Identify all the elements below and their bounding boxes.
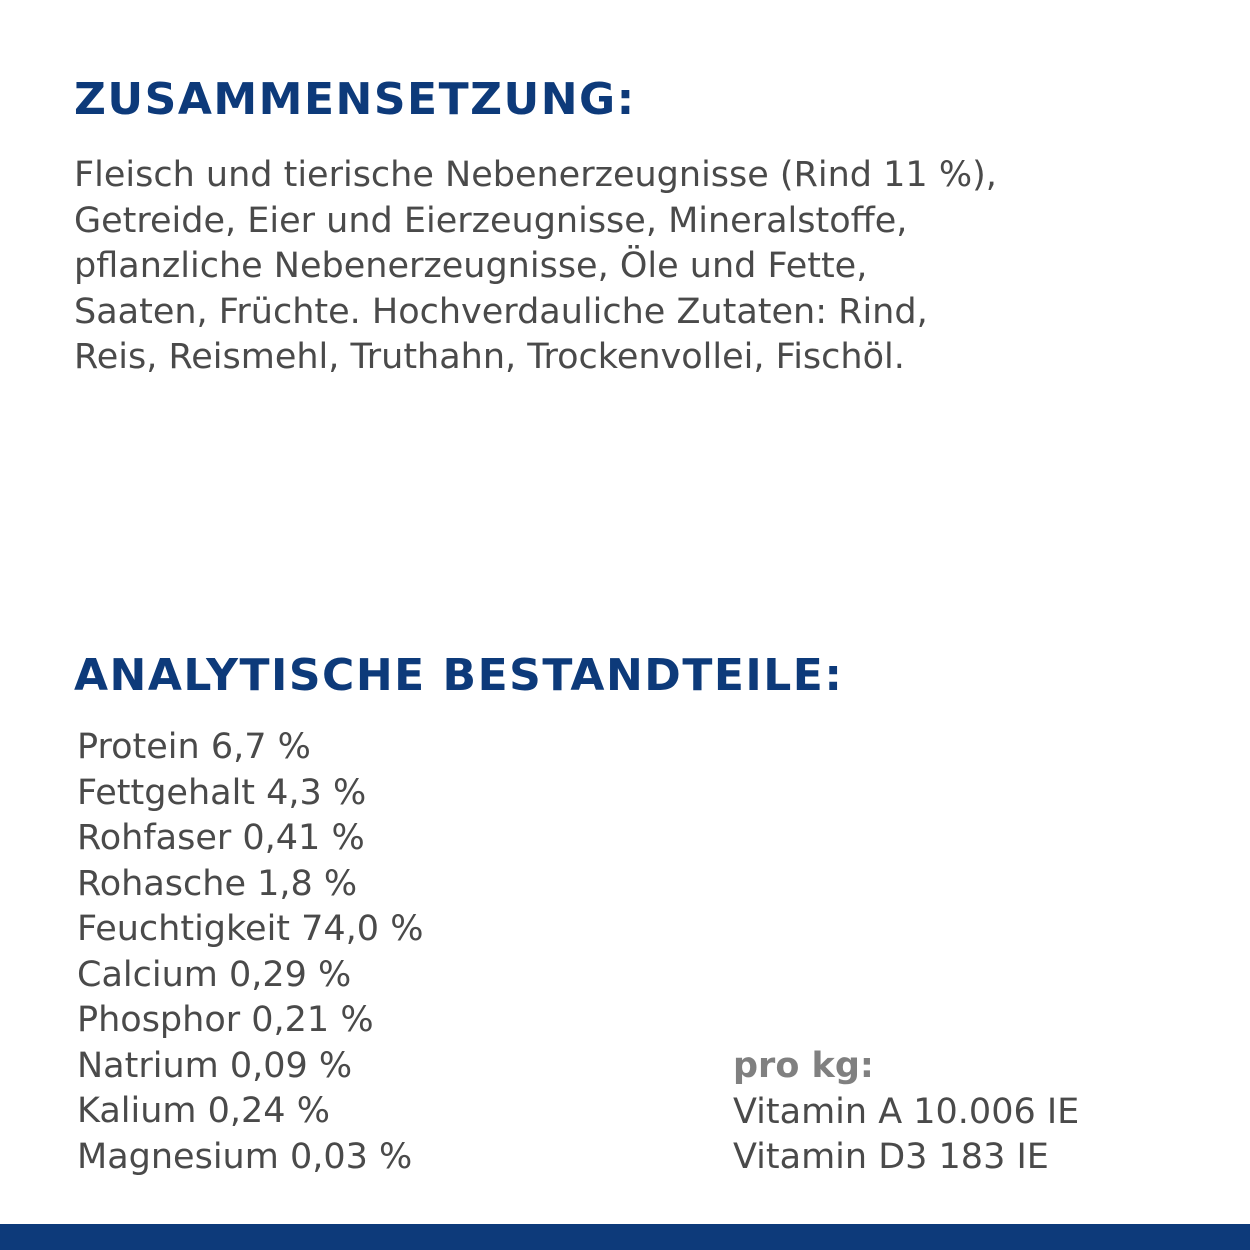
footer-bar [0, 1224, 1250, 1250]
analysis-heading: ANALYTISCHE BESTANDTEILE: [74, 650, 844, 701]
nutrient-item: Feuchtigkeit 74,0 % [77, 909, 424, 949]
nutrient-item: Fettgehalt 4,3 % [77, 772, 367, 813]
vitamin-list [733, 1090, 1079, 1181]
composition-line: pflanzliche Nebenerzeugnisse, Öle und Fette, [74, 246, 868, 286]
nutrient-item: Calcium 0,29 % [77, 954, 352, 995]
composition-line: Saaten, Früchte. Hochverdauliche Zutaten: Rind, [74, 291, 928, 332]
composition-line: Reis, Reismehl, Truthahn, Trockenvollei, Fischöl. [74, 337, 905, 377]
composition-line: Getreide, Eier und Eierzeugnisse, Mineralstoffe, [74, 200, 908, 241]
per-kg-label: pro kg: [733, 1046, 874, 1086]
nutrient-list [77, 725, 423, 1180]
composition-heading: ZUSAMMENSETZUNG: [74, 74, 636, 125]
nutrient-item: Phosphor 0,21 % [77, 1000, 374, 1040]
composition-line: Fleisch und tierische Nebenerzeugnisse (Rind 11 %), [74, 155, 997, 195]
vitamin-item: Vitamin A 10.006 IE [733, 1091, 1080, 1132]
vitamin-block [733, 1044, 1079, 1181]
nutrient-item: Natrium 0,09 % [77, 1045, 353, 1086]
vitamin-item: Vitamin D3 183 IE [733, 1137, 1049, 1177]
nutrient-item: Magnesium 0,03 % [77, 1136, 413, 1177]
nutrient-item: Protein 6,7 % [77, 727, 311, 767]
nutrient-item: Rohasche 1,8 % [77, 863, 358, 904]
composition-text [74, 153, 997, 381]
nutrient-item: Kalium 0,24 % [77, 1091, 330, 1131]
nutrient-item: Rohfaser 0,41 % [77, 818, 365, 858]
